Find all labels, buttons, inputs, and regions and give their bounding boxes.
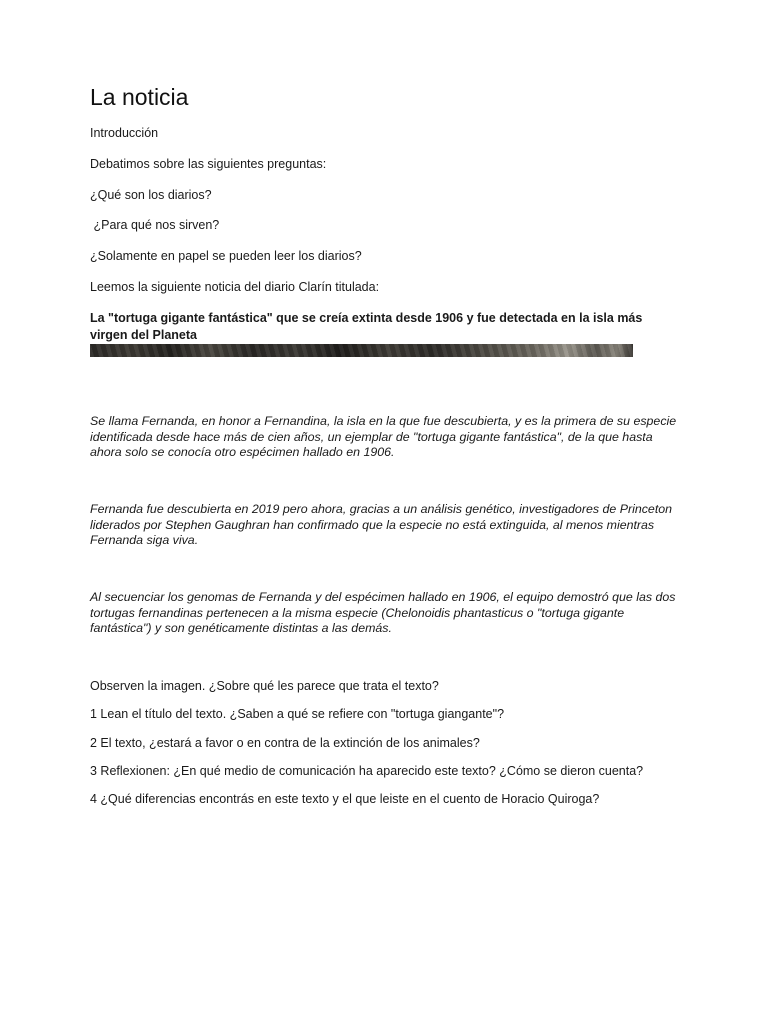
question-2: ¿Para qué nos sirven? <box>90 218 220 232</box>
intro-label: Introducción <box>90 126 159 140</box>
reading-instruction: Leemos la siguiente noticia del diario Clarín titulada: <box>90 280 380 294</box>
debate-instruction: Debatimos sobre las siguientes preguntas: <box>90 157 327 171</box>
tortoise-photo <box>90 344 633 357</box>
news-paragraph-1: Se llama Fernanda, en honor a Fernandina, la isla en la que fue descubierta, y es la primera de su especie identificada desde hace más de cien años, un ejemplar de "tortuga gigante fantástica", de la que hasta ahora solo se conocía otro espécimen hallado en 1906. <box>90 414 677 459</box>
news-paragraph-2: Fernanda fue descubierta en 2019 pero ahora, gracias a un análisis genético, investigadores de Princeton liderados por Stephen Gaughran han confirmado que la especie no está extinguida, al menos mientras Fernanda siga viva. <box>90 502 673 547</box>
activity-intro: Observen la imagen. ¿Sobre qué les parece que trata el texto? <box>90 679 439 693</box>
activity-item-1: 1 Lean el título del texto. ¿Saben a qué se refiere con "tortuga giangante"? <box>90 707 505 721</box>
news-headline: La "tortuga gigante fantástica" que se creía extinta desde 1906 y fue detectada en la isla más virgen del Planeta <box>90 311 643 342</box>
activity-item-3: 3 Reflexionen: ¿En qué medio de comunicación ha aparecido este texto? ¿Cómo se dieron cuenta? <box>90 764 644 778</box>
page-title: La noticia <box>90 84 189 110</box>
question-3: ¿Solamente en papel se pueden leer los diarios? <box>90 249 362 263</box>
question-1: ¿Qué son los diarios? <box>90 188 212 202</box>
activity-item-4: 4 ¿Qué diferencias encontrás en este texto y el que leiste en el cuento de Horacio Quiroga? <box>90 792 600 806</box>
news-paragraph-3: Al secuenciar los genomas de Fernanda y del espécimen hallado en 1906, el equipo demostró que las dos tortugas fernandinas pertenecen a la misma especie (Chelonoidis phantasticus o "tortuga gigante fantástica") y son genéticamente distintas a las demás. <box>90 590 676 635</box>
activity-item-2: 2 El texto, ¿estará a favor o en contra de la extinción de los animales? <box>90 736 480 750</box>
